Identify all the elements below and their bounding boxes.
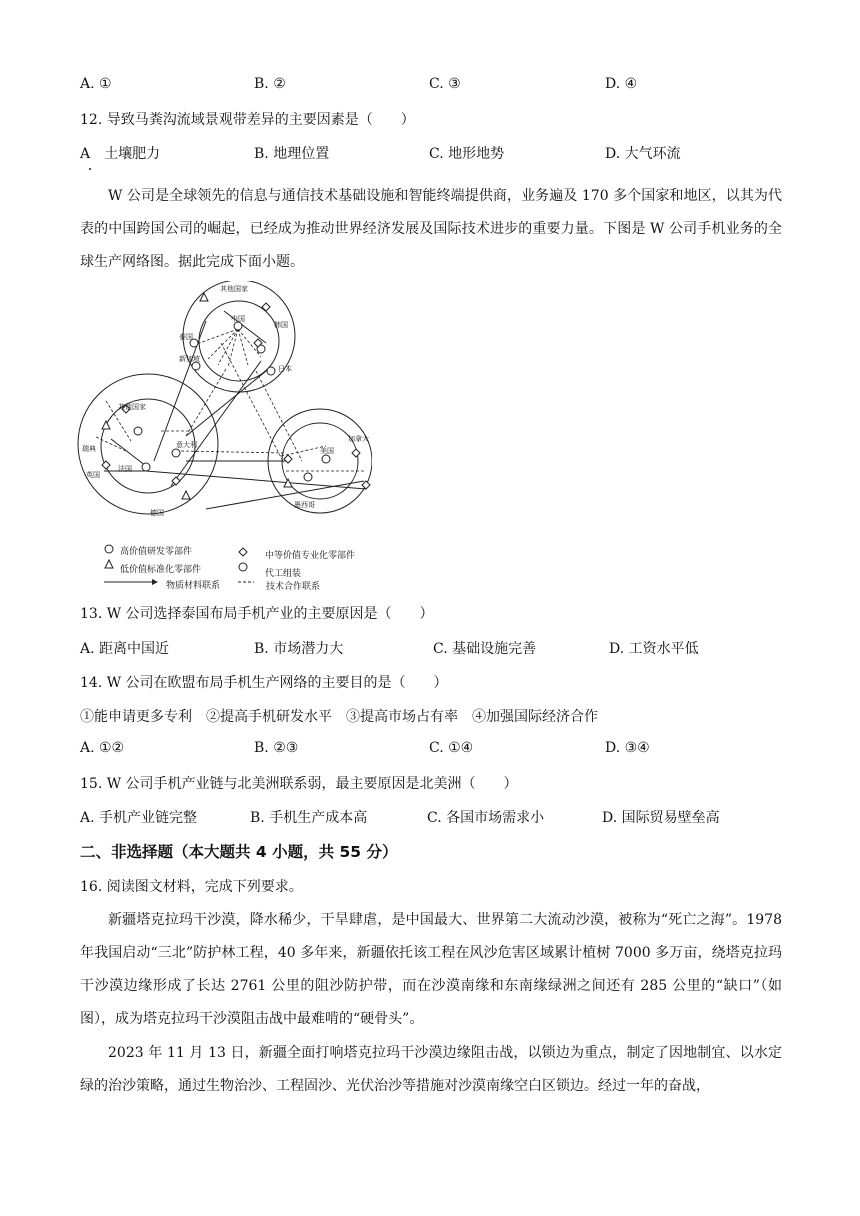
q11-option-b: B. ②: [254, 76, 286, 92]
legend-high-value-icon: [105, 545, 113, 553]
q13-option-a: A. 距离中国近: [80, 641, 170, 657]
label-france: 法国: [118, 465, 132, 473]
q15-option-c: C. 各国市场需求小: [427, 810, 545, 826]
q15-stem: 15. W 公司手机产业链与北美洲联系弱，最主要原因是北美洲（ ）: [80, 776, 518, 792]
label-canada: 加拿大: [348, 435, 369, 443]
label-sweden: 瑞典: [82, 445, 96, 453]
q16-stem: 16. 阅读图文材料，完成下列要求。: [80, 879, 303, 895]
label-mexico: 墨西哥: [294, 501, 315, 509]
label-singapore: 新加坡: [179, 355, 200, 363]
q15-option-d: D. 国际贸易壁垒高: [602, 810, 720, 826]
label-china: 中国: [231, 315, 245, 323]
legend-high-value: 高价值研发零部件: [120, 547, 193, 557]
q16-paragraph-2: 2023 年 11 月 13 日，新疆全面打响塔克拉玛干沙漠边缘阻击战，以锁边为重点，制定了因地制宜、以水定绿的治沙策略，通过生物治沙、工程固沙、光伏治沙等措施对沙漠南缘空白区锁边。经过一年的奋战，: [80, 1045, 782, 1094]
label-korea: 韩国: [274, 321, 288, 329]
q14-option-c: C. ①④: [429, 740, 474, 756]
q12-option-d: D. 大气环流: [605, 146, 681, 162]
label-usa: 美国: [320, 447, 334, 455]
legend-tech: 技术合作联系: [266, 582, 321, 592]
q14-stem: 14. W 公司在欧盟布局手机生产网络的主要目的是（ ）: [80, 675, 448, 691]
section2-title: 二、非选择题（本大题共 4 小题，共 55 分）: [80, 843, 398, 861]
q11-option-d: D. ④: [605, 76, 638, 92]
q13-option-b: B. 市场潜力大: [254, 641, 344, 657]
q14-items: ①能申请更多专利 ②提高手机研发水平 ③提高市场占有率 ④加强国际经济合作: [80, 709, 598, 725]
legend-low-value: 低价值标准化零部件: [120, 565, 202, 575]
q15-option-b: B. 手机生产成本高: [250, 810, 368, 826]
q13-stem: 13. W 公司选择泰国布局手机产业的主要原因是（ ）: [80, 606, 434, 622]
q14-option-d: D. ③④: [605, 740, 650, 756]
q12-option-b: B. 地理位置: [254, 146, 330, 162]
q13-option-c: C. 基础设施完善: [433, 641, 537, 657]
label-italy: 意大利: [176, 441, 197, 449]
legend-oem: 代工组装: [265, 569, 302, 579]
legend-material: 物质材料联系: [166, 581, 221, 591]
q14-option-a: A. ①②: [80, 740, 125, 756]
legend-oem-icon: [239, 563, 247, 571]
material-w-paragraph: W 公司是全球领先的信息与通信技术基础设施和智能终端提供商，业务遍及 170 多个国家和地区，以其为代表的中国跨国公司的崛起，已经成为推动世界经济发展及国际技术进步的重要力量。下图是 W 公司手机业务的全球生产网络图。据此完成下面小题。: [80, 188, 782, 270]
legend-mid-value-icon: [239, 548, 247, 556]
q14-option-b: B. ②③: [254, 740, 299, 756]
q16-paragraph-1: 新疆塔克拉玛干沙漠，降水稀少，干旱肆虐，是中国最大、世界第二大流动沙漠，被称为“死亡之海”。1978 年我国启动“三北”防护林工程，40 多年来，新疆依托该工程在风沙危害区域累计植树 7000 多万亩，绕塔克拉玛干沙漠边缘形成了长达 2761 公里的阻沙防护带，而在沙漠南缘和东南缘绿洲之间还有 285 公里的“缺口”（如图），成为塔克拉玛干沙漠阻击战中最难啃的“硬骨头”。: [80, 912, 782, 1027]
label-thailand: 泰国: [179, 333, 193, 341]
q12-option-c: C. 地形地势: [429, 146, 505, 162]
label-germany: 德国: [150, 509, 164, 517]
label-asia-other: 其他国家: [220, 285, 248, 293]
q12-option-a: A 土壤肥力: [80, 146, 161, 162]
legend-mid-value: 中等价值专业化零部件: [265, 551, 356, 561]
legend-low-value-icon: [105, 560, 113, 568]
q13-option-d: D. 工资水平低: [609, 641, 699, 657]
legend-material-arrow: [152, 579, 158, 585]
q12-stem: 12. 导致马粪沟流域景观带差异的主要因素是（ ）: [80, 112, 415, 128]
q11-option-a: A. ①: [80, 76, 112, 92]
q15-option-a: A. 手机产业链完整: [80, 810, 198, 826]
stray-dot: [89, 168, 91, 170]
label-europe-other: 其他国家: [118, 403, 146, 411]
label-uk: 英国: [86, 471, 100, 479]
label-japan: 日本: [278, 365, 292, 373]
q11-option-c: C. ③: [429, 76, 461, 92]
